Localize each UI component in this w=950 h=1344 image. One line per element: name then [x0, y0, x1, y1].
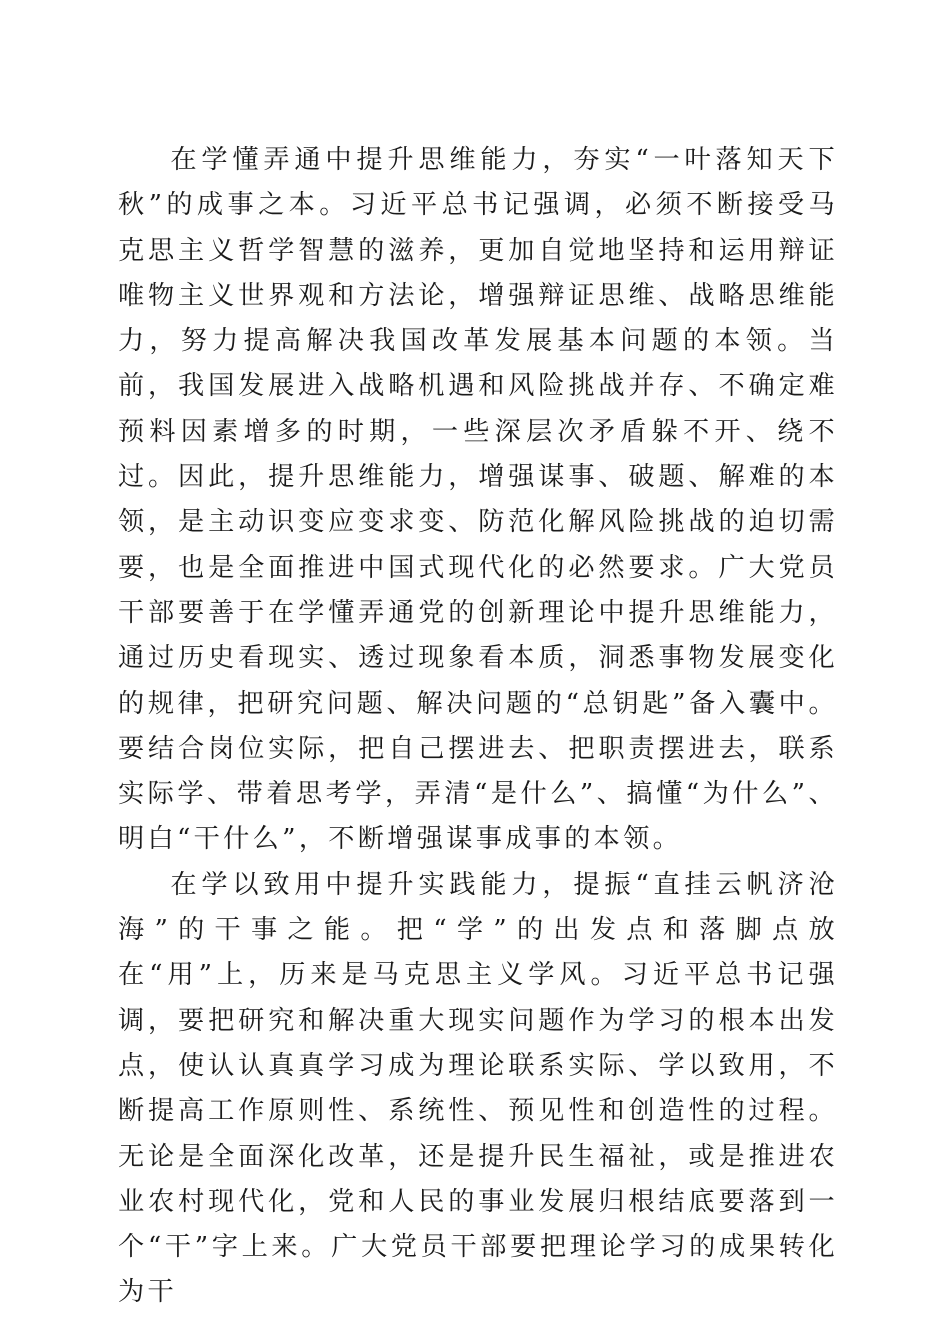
- paragraph-thinking-ability: 在学懂弄通中提升思维能力，夯实“一叶落知天下秋”的成事之本。习近平总书记强调，必须不断接受马克思主义哲学智慧的滋养，更加自觉地坚持和运用辩证唯物主义世界观和方法论，增强辩证思维、战略思维能力，努力提高解决我国改革发展基本问题的本领。当前，我国发展进入战略机遇和风险挑战并存、不确定难预料因素增多的时期，一些深层次矛盾躲不开、绕不过。因此，提升思维能力，增强谋事、破题、解难的本领，是主动识变应变求变、防范化解风险挑战的迫切需要，也是全面推进中国式现代化的必然要求。广大党员干部要善于在学懂弄通党的创新理论中提升思维能力，通过历史看现实、透过现象看本质，洞悉事物发展变化的规律，把研究问题、解决问题的“总钥匙”备入囊中。要结合岗位实际，把自己摆进去、把职责摆进去，联系实际学、带着思考学，弄清“是什么”、搞懂“为什么”、明白“干什么”，不断增强谋事成事的本领。: [118, 145, 838, 855]
- body-text: [118, 138, 838, 1316]
- paragraph-practice-ability: 在学以致用中提升实践能力，提振“直挂云帆济沧海”的干事之能。把“学”的出发点和落脚点放在“用”上，历来是马克思主义学风。习近平总书记强调，要把研究和解决重大现实问题作为学习的根本出发点，使认认真真学习成为理论联系实际、学以致用，不断提高工作原则性、系统性、预见性和创造性的过程。无论是全面深化改革，还是提升民生福祉，或是推进农业农村现代化，党和人民的事业发展归根结底要落到一个“干”字上来。广大党员干部要把理论学习的成果转化为干: [118, 869, 838, 1308]
